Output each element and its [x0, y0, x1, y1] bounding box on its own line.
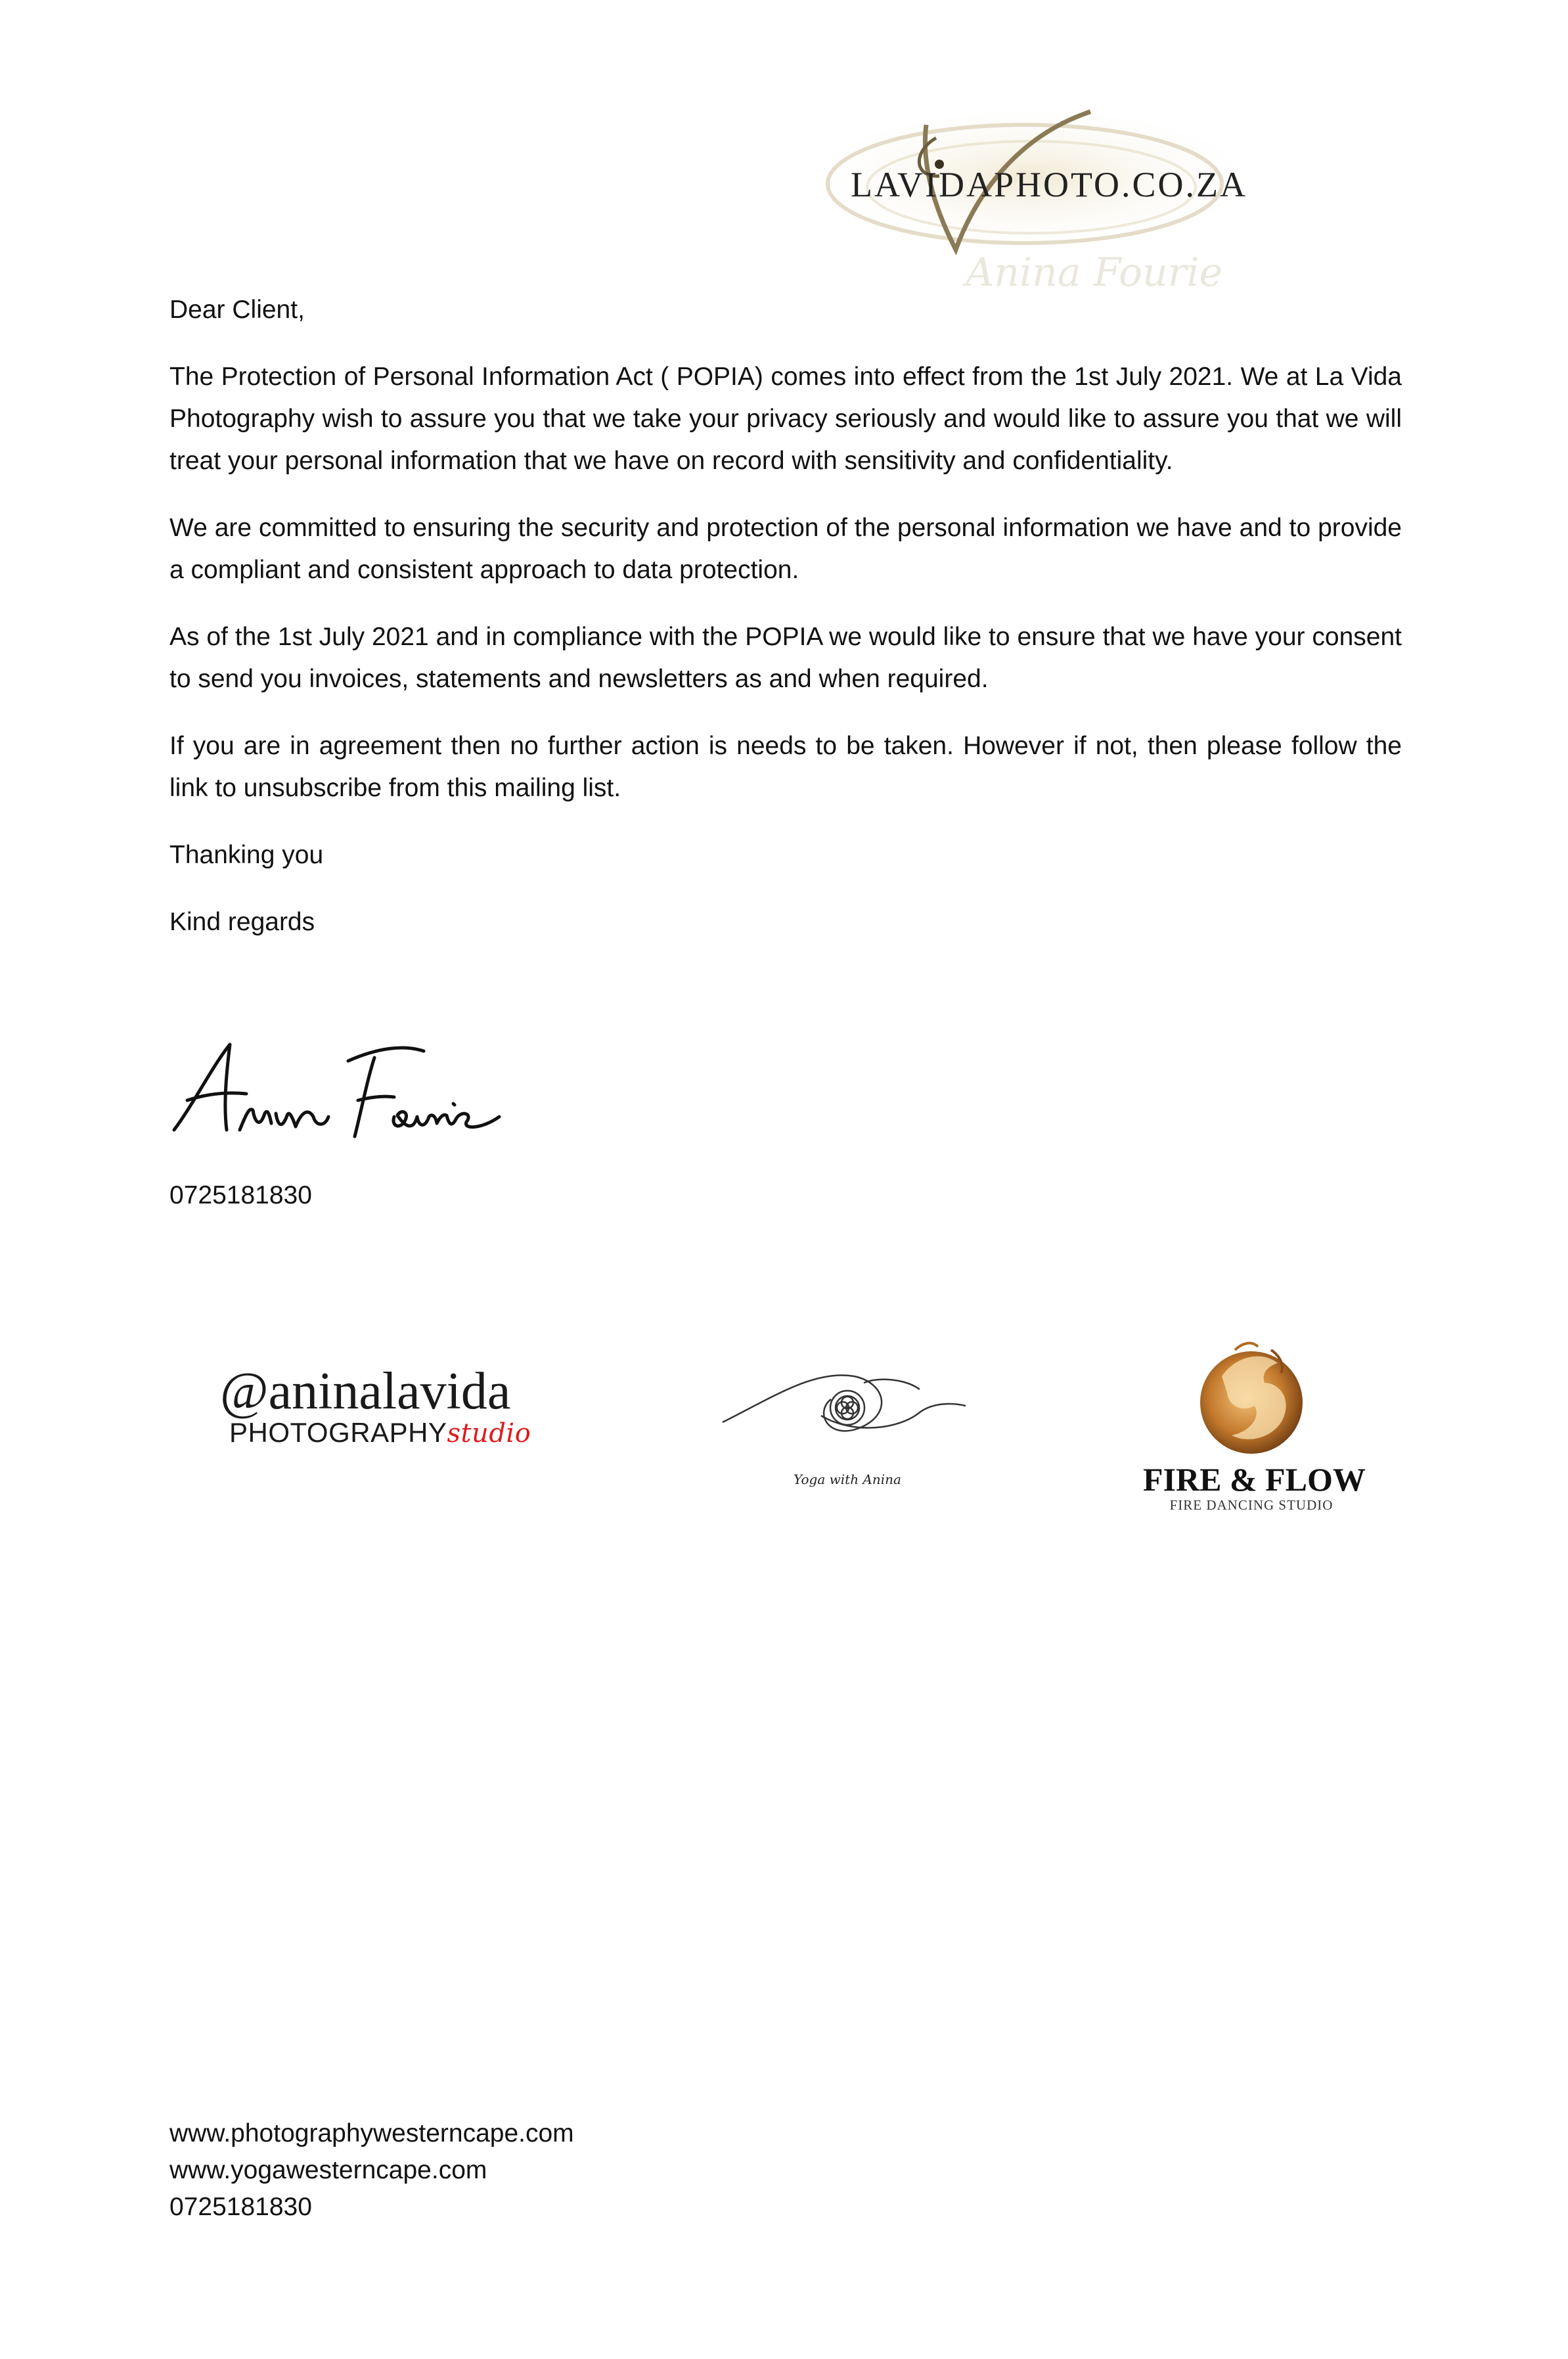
lavidaphoto-logo	[815, 99, 1288, 302]
fire-logo-name: FIRE & FLOW	[1143, 1461, 1366, 1498]
logo-wordmark: LAVIDAPHOTO.CO.ZA	[851, 165, 1248, 204]
footer-phone: 0725181830	[169, 2193, 312, 2221]
yoga-eye-icon	[716, 1350, 979, 1468]
paragraph-unsubscribe: If you are in agreement then no further action is needs to be taken. However if not, then please follow the link to unsubscribe from this mailing list.	[169, 732, 1402, 802]
fire-logo-tagline: FIRE DANCING STUDIO	[1169, 1497, 1333, 1513]
handwritten-signature	[168, 1031, 509, 1143]
signature-icon	[168, 1031, 509, 1143]
signature-phone: 0725181830	[169, 1181, 312, 1209]
fire-and-flow-logo	[1143, 1337, 1366, 1527]
paragraph-commitment: We are committed to ensuring the security and protection of the personal information we have and to provide a compliant and consistent approach to data protection.	[169, 514, 1402, 584]
closing-thanks: Thanking you	[169, 841, 324, 869]
footer-link-photography[interactable]: www.photographywesterncape.com	[169, 2119, 574, 2147]
watermark-signature: Anina Fourie	[966, 250, 1223, 296]
letter-body	[169, 289, 1402, 968]
footer-link-yoga[interactable]: www.yogawesterncape.com	[169, 2156, 487, 2184]
salutation: Dear Client,	[169, 296, 305, 324]
yoga-logo	[716, 1350, 979, 1508]
footer	[169, 2115, 574, 2226]
photo-sub-label: PHOTOGRAPHY	[229, 1417, 447, 1448]
photo-subtitle	[229, 1418, 531, 1448]
fire-dragon-icon	[1143, 1337, 1360, 1462]
closing-regards: Kind regards	[169, 908, 315, 936]
paragraph-consent: As of the 1st July 2021 and in compliance with the POPIA we would like to ensure that we have your consent to send you invoices, statements and newsletters as and when required.	[169, 623, 1402, 693]
paragraph-popia-intro: The Protection of Personal Information Act ( POPIA) comes into effect from the 1st July 2021. We at La Vida Photography wish to assure you that we take your privacy seriously and would like to assure you that we will treat your personal information that we have on record with sensitivity and confidentiality.	[169, 363, 1402, 475]
yoga-caption: Yoga with Anina	[794, 1472, 901, 1487]
aninalavida-logo	[220, 1363, 588, 1462]
photo-studio-label: studio	[447, 1418, 531, 1449]
photo-handle: @aninalavida	[220, 1362, 511, 1420]
